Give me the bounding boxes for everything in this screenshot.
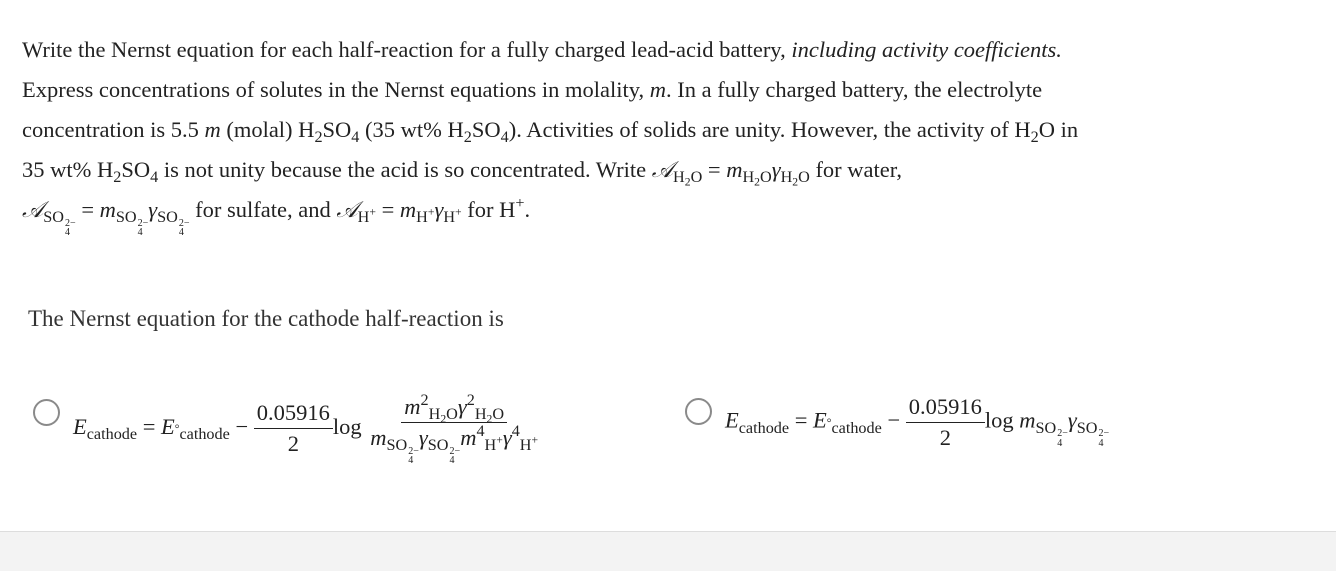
option-a-fraction: $\frac{0.05916}{2}$ <box>254 398 333 459</box>
option-a-equation: $E_{cathode} = E_{^\circ cathode}$ − $\frac{0.05916}{2}$ log $m^2_{H_2O}\gamma^2_{H_2O}$ $m_{SO 2- 4}$ $\gamma_{SO 2- 4}$ $m^4_{H^+}\gamma^4_{H^+}$ <box>73 392 541 466</box>
prompt-line-3: concentration is 5.5 m (molal) $H_2SO_4$ (35 wt% $H_2SO_4$). Activities of solids are unity. However, the activity of $H_2O$ in <box>22 117 1079 147</box>
option-a-log-argument: $m^2_{H_2O}\gamma^2_{H_2O}$ $m_{SO 2- 4}$ $\gamma_{SO 2- 4}$ $m^4_{H^+}\gamma^4_{H^+}$ <box>370 391 539 467</box>
sulfate-activity-expression: 𝒜$_{SO 2- 4}$ = $m_{SO 2- 4}$ $\gamma_{SO 2- 4}$ <box>22 197 190 239</box>
footer-bar <box>0 531 1336 571</box>
prompt-line-4: 35 wt% $H_2SO_4$ is not unity because the acid is so concentrated. Write 𝒜$_{H_2O}$ = $m_{H_2O}\gamma_{H_2O}$ for water, <box>22 157 902 189</box>
option-b-equation: $E_{cathode} = E_{^\circ cathode}$ − $\frac{0.05916}{2}$ $\log m_{SO 2- 4}$ $\gamma_{SO 2- 4}$ <box>725 392 1109 453</box>
prompt-line-1: Write the Nernst equation for each half-reaction for a fully charged lead-acid battery, including activity coefficients. <box>22 37 1062 62</box>
option-a-radio[interactable] <box>33 399 60 426</box>
hydrogen-activity-expression: 𝒜$_{H^+}$ = $m_{H^+}\gamma_{H^+}$ <box>336 197 462 227</box>
option-b-radio[interactable] <box>685 398 712 425</box>
option-b-fraction: $\frac{0.05916}{2}$ <box>906 392 985 453</box>
water-activity-expression: 𝒜$_{H_2O}$ = $m_{H_2O}\gamma_{H_2O}$ <box>651 157 810 189</box>
question-text: The Nernst equation for the cathode half-reaction is <box>28 306 504 331</box>
question-prompt <box>22 30 1322 239</box>
prompt-line-5: 𝒜$_{SO 2- 4}$ = $m_{SO 2- 4}$ $\gamma_{SO 2- 4}$ for sulfate, and 𝒜$_{H^+}$ = $m_{H^+}\gamma_{H^+}$ for H+. <box>22 194 531 239</box>
prompt-line-2: Express concentrations of solutes in the Nernst equations in molality, m. In a fully charged battery, the electrolyte <box>22 77 1043 102</box>
